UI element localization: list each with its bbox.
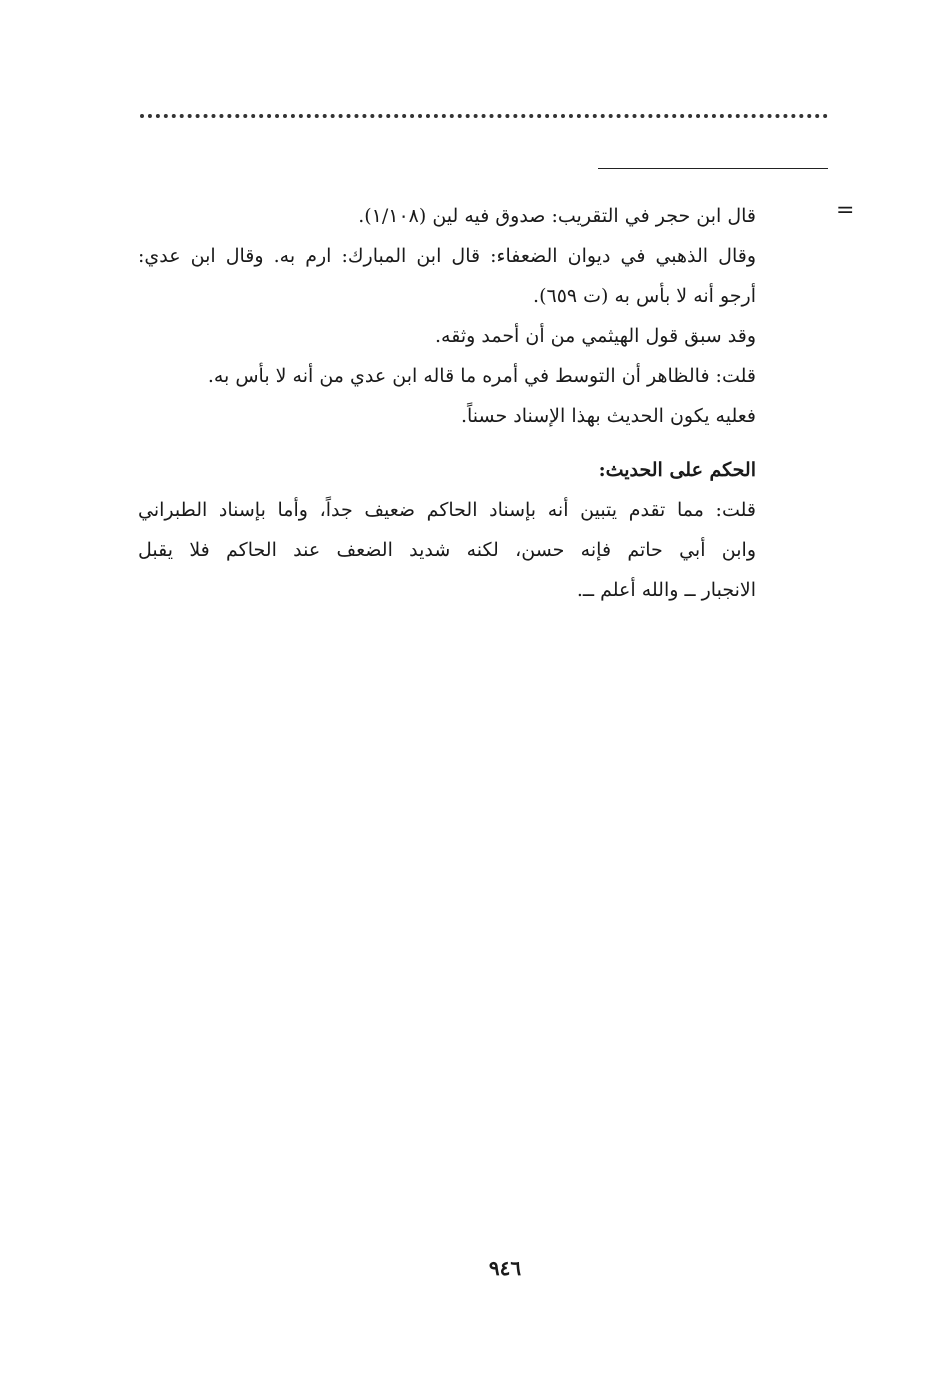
page-number: ٩٤٦ [488, 1256, 522, 1280]
continuation-mark: = [836, 198, 855, 223]
text-line: قلت: مما تقدم يتبين أنه بإسناد الحاكم ضعيف جداً، وأما بإسناد الطبراني [138, 499, 756, 521]
footnote-text [138, 196, 756, 610]
footnote-rule [598, 168, 828, 169]
section-heading: الحكم على الحديث: [598, 459, 756, 481]
text-line: قلت: فالظاهر أن التوسط في أمره ما قاله ابن عدي من أنه لا بأس به. [207, 365, 756, 387]
text-line: قال ابن حجر في التقريب: صدوق فيه لين (١/١٠٨). [358, 205, 756, 227]
text-line: الانجبار ــ والله أعلم ــ. [576, 579, 756, 601]
dotted-separator [140, 114, 828, 118]
text-line: أرجو أنه لا بأس به (ت ٦٥٩). [533, 285, 756, 307]
text-line: وابن أبي حاتم فإنه حسن، لكنه شديد الضعف عند الحاكم فلا يقبل [138, 539, 756, 561]
spacer [138, 436, 756, 450]
text-line: فعليه يكون الحديث بهذا الإسناد حسناً. [460, 405, 756, 427]
text-line: وقد سبق قول الهيثمي من أن أحمد وثقه. [435, 325, 756, 347]
text-line: وقال الذهبي في ديوان الضعفاء: قال ابن المبارك: ارم به. وقال ابن عدي: [138, 245, 756, 267]
